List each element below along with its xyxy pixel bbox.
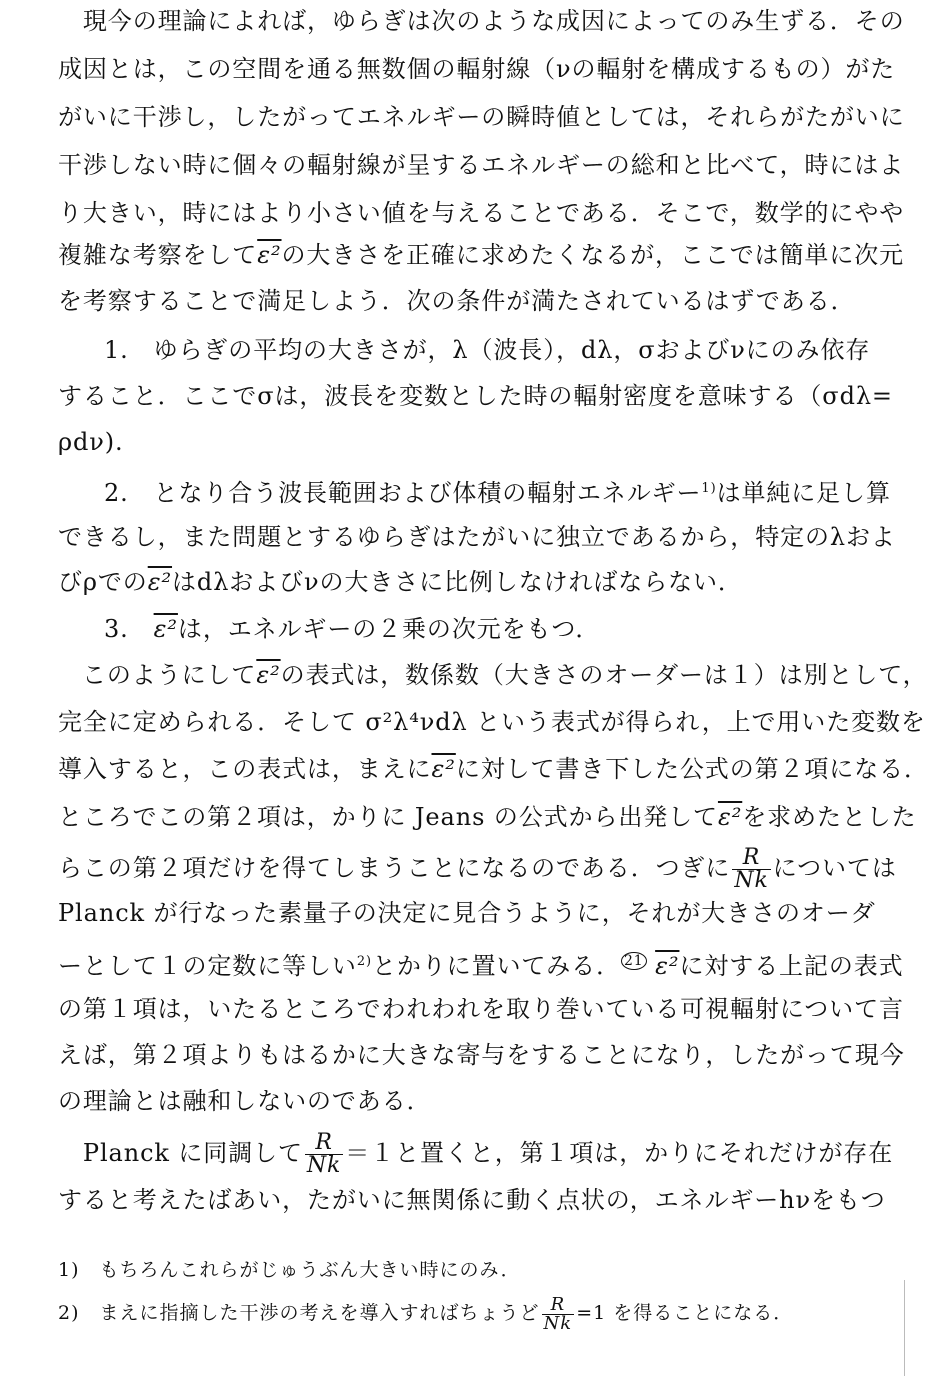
list-item-3 [104,610,894,648]
text-span: は，エネルギーの２乗の次元をもつ． [177,615,601,643]
footnote-ref-1: 1) [701,481,717,496]
text-line [58,236,905,274]
text-line: ρdν). [58,428,124,456]
text-line: を考察することで満足しよう．次の条件が満たされているはずである． [58,287,856,315]
text-line: えば，第２項よりもはるかに大きな寄与をすることになり，したがって現今 [58,1041,905,1069]
circled-reference-21: 21 [621,952,647,970]
epsilon-squared-symbol: ε² [256,661,281,689]
text-span: 2) まえに指摘した干渉の考えを導入すればちょうど [58,1302,540,1324]
text-line: の第１項は，いたるところでわれわれを取り巻いている可視輻射について言 [58,995,904,1023]
text-span: Planck に同調して [58,1139,303,1167]
text-span: 3. [104,615,154,643]
text-line [58,563,893,601]
footnote-2 [58,1290,893,1336]
text-span: に対して書き下した公式の第２項になる． [455,755,929,783]
text-span: らこの第２項だけを得てしまうことになるのである．つぎに [58,854,731,882]
text-line [58,942,904,985]
text-line: がいに干渉し，したがってエネルギーの瞬時値としては，それらがたがいに [58,103,905,131]
text-line [58,798,917,836]
epsilon-squared-symbol: ε² [717,803,743,831]
text-line: 現今の理論によれば，ゆらぎは次のような成因によってのみ生ずる．その [58,7,905,35]
epsilon-squared-symbol: ε² [655,952,680,980]
list-item-2 [104,470,894,512]
fraction-numerator: R [550,1293,566,1315]
fraction-r-over-nk [542,1293,575,1334]
text-line [58,1128,893,1178]
text-span: =1 を得ることになる． [576,1302,794,1324]
fraction-numerator: R [315,1130,333,1155]
text-line: できるし，また問題とするゆらぎはたがいに独立であるから，特定のλおよ [58,523,896,551]
text-line: Planck が行なった素量子の決定に見合うように，それが大きさのオーダ [58,899,876,927]
text-line: すること．ここでσは，波長を変数とした時の輻射密度を意味する（σdλ= [58,382,893,410]
text-line: すると考えたばあい，たがいに無関係に動く点状の，エネルギーhνをもつ [58,1186,886,1214]
footnote-1: 1) もちろんこれらがじゅうぶん大きい時にのみ． [58,1259,521,1281]
text-span: に対する上記の表式 [679,952,904,980]
epsilon-squared-symbol: ε² [147,568,173,596]
text-line: 成因とは，この空間を通る無数個の輻射線（νの輻射を構成するもの）がた [58,55,896,83]
text-span: 複雑な考察をして [58,241,258,269]
epsilon-squared-symbol: ε² [431,755,456,783]
fraction-denominator: Nk [543,1312,573,1334]
text-span: とかりに置いてみる． [371,952,621,980]
fraction-denominator: Nk [306,1153,342,1178]
text-line: の理論とは融和しないのである． [58,1087,432,1115]
list-item-1: 1. ゆらぎの平均の大きさが，λ（波長），dλ，σおよびνにのみ依存 [104,336,871,364]
text-line: 干渉しない時に個々の輻射線が呈するエネルギーの総和と比べて，時にはよ [58,151,905,179]
text-line [58,843,897,893]
text-span: の大きさを正確に求めたくなるが，ここでは簡単に次元 [281,241,905,269]
text-line: 完全に定められる．そして σ²λ⁴νdλ という表式が得られ，上で用いた変数を [58,708,926,736]
text-span: の表式は，数係数（大きさのオーダーは１）は別として， [280,661,928,689]
fraction-denominator: Nk [734,868,769,893]
text-span: は単純に足し算 [716,479,891,507]
text-span: ところでこの第２項は，かりに Jeans の公式から出発して [58,803,718,831]
text-span: を求めたとした [742,803,917,831]
text-span: については [772,854,897,882]
text-span: びρでの [58,568,148,596]
text-line: り大きい，時にはより小さい値を与えることである．そこで，数学的にやや [58,199,905,227]
text-span: はdλおよびνの大きさに比例しなければならない． [172,568,743,596]
text-span: このようにして [82,661,257,689]
text-line [82,656,928,694]
text-span: 導入すると，この表式は，まえに [58,755,432,783]
text-line [58,750,929,788]
fraction-r-over-nk [732,847,770,892]
fraction-r-over-nk [305,1132,343,1177]
epsilon-squared-symbol: ε² [257,241,282,269]
footnote-ref-2: 2) [356,954,372,969]
text-span: ーとして１の定数に等しい [58,952,357,980]
page-edge-divider [904,1280,905,1376]
text-span: 2. となり合う波長範囲および体積の輻射エネルギー [104,479,702,507]
epsilon-squared-symbol: ε² [153,615,178,643]
fraction-numerator: R [742,845,761,870]
text-span: ＝１と置くと，第１項は，かりにそれだけが存在 [345,1139,894,1167]
